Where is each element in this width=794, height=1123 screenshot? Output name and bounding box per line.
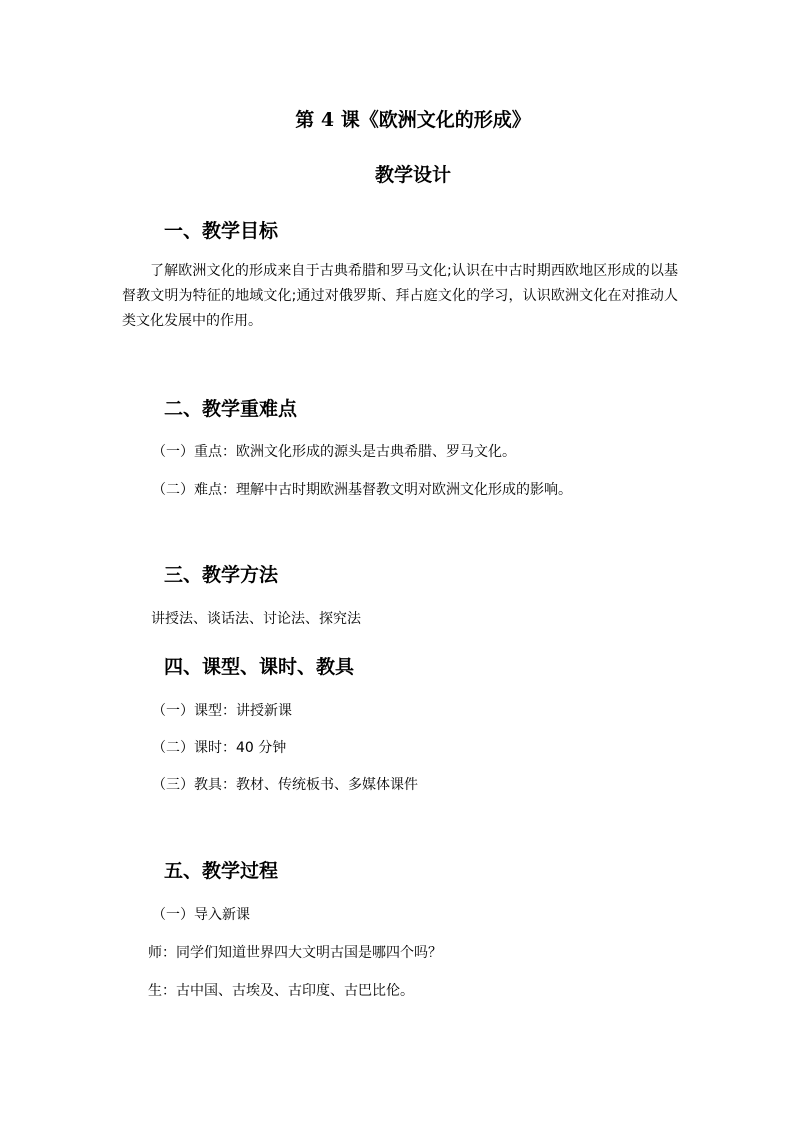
document-title: 第 4 课《欧洲文化的形成》 [295,109,531,131]
methods-text: 讲授法、谈话法、讨论法、探究法 [151,611,361,627]
section-heading-key-points: 二、教学重难点 [164,398,298,420]
process-step-intro: （一）导入新课 [152,907,250,923]
teacher-question: 师：同学们知道世界四大文明古国是哪四个吗？ [148,945,442,961]
section-heading-methods: 三、教学方法 [164,564,279,586]
difficult-point-item: （二）难点：理解中古时期欧洲基督教文明对欧洲文化形成的影响。 [152,482,572,498]
document-subtitle: 教学设计 [374,164,451,186]
key-point-item: （一）重点：欧洲文化形成的源头是古典希腊、罗马文化。 [152,444,516,460]
section-heading-objectives: 一、教学目标 [164,220,279,242]
student-answer: 生：古中国、古埃及、古印度、古巴比伦。 [148,983,414,999]
section-heading-lesson-info: 四、课型、课时、教具 [164,656,355,678]
objectives-paragraph: 了解欧洲文化的形成来自于古典希腊和罗马文化;认识在中古时期西欧地区形成的以基督教文明为特征的地域文化;通过对俄罗斯、拜占庭文化的学习，认识欧洲文化在对推动人类文化发展中的作用。 [122,263,678,329]
teaching-aids-item: （三）教具：教材、传统板书、多媒体课件 [152,777,418,793]
lesson-duration-item: （二）课时：40 分钟 [152,740,287,756]
lesson-type-item: （一）课型：讲授新课 [152,703,292,719]
section-heading-process: 五、教学过程 [164,860,279,882]
